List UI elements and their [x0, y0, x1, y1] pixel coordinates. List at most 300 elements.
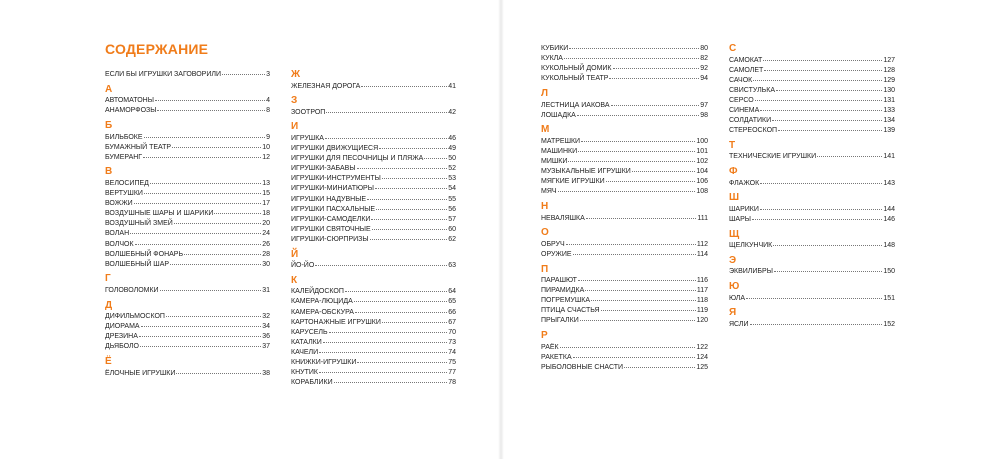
toc-entry[interactable] — [541, 101, 708, 110]
toc-entry-page-number: 36 — [262, 333, 270, 341]
dot-leader — [578, 151, 695, 152]
toc-entry[interactable] — [729, 106, 895, 115]
toc-entry-title: ЛЕСТНИЦА ИАКОВА — [541, 101, 610, 109]
toc-entry-page-number: 20 — [262, 220, 270, 228]
section-letter: И — [291, 121, 299, 133]
toc-entry[interactable] — [105, 179, 270, 188]
toc-entry-page-number: 73 — [448, 338, 456, 346]
toc-entry[interactable] — [105, 250, 270, 259]
dot-leader — [752, 219, 882, 220]
dot-leader — [764, 70, 882, 71]
dot-leader — [323, 342, 447, 343]
toc-entry-page-number: 129 — [883, 76, 895, 84]
dot-leader — [334, 382, 448, 383]
toc-entry-title: НЕВАЛЯШКА — [541, 214, 585, 222]
dot-leader — [144, 193, 261, 194]
dot-leader — [760, 110, 882, 111]
toc-entry-title: АНАМОРФОЗЫ — [105, 107, 157, 115]
toc-entry-title: ЩЕЛКУНЧИК — [729, 242, 773, 250]
section-letter: П — [541, 263, 549, 275]
toc-entry-page-number: 66 — [448, 308, 456, 316]
toc-entry[interactable] — [291, 368, 456, 377]
toc-entry[interactable] — [541, 44, 708, 53]
toc-entry-title: ТЕХНИЧЕСКИЕ ИГРУШКИ — [729, 153, 817, 161]
dot-leader — [135, 244, 262, 245]
toc-entry-title: ШАРИКИ — [729, 205, 759, 213]
toc-entry[interactable] — [105, 153, 270, 162]
toc-entry[interactable] — [541, 316, 708, 325]
toc-entry[interactable] — [105, 369, 270, 378]
toc-entry-page-number: 143 — [883, 179, 895, 187]
toc-entry-page-number: 104 — [696, 168, 708, 176]
toc-entry-page-number: 127 — [883, 56, 895, 64]
toc-entry[interactable] — [105, 96, 270, 105]
section-letter: Л — [541, 88, 549, 99]
dot-leader — [139, 336, 261, 337]
dot-leader — [150, 183, 261, 184]
dot-leader — [760, 209, 882, 210]
toc-entry-title: ДЬЯБОЛО — [105, 343, 139, 351]
toc-entry-page-number: 13 — [262, 179, 270, 187]
toc-entry-page-number: 146 — [883, 215, 895, 223]
dot-leader — [367, 199, 447, 200]
dot-leader — [778, 130, 882, 131]
toc-entry[interactable] — [541, 250, 708, 259]
toc-entry-page-number: 144 — [883, 205, 895, 213]
toc-entry[interactable] — [105, 229, 270, 238]
toc-entry[interactable] — [105, 322, 270, 331]
toc-entry-title: СТЕРЕОСКОП — [729, 127, 778, 135]
toc-entry-page-number: 60 — [448, 225, 456, 233]
toc-entry[interactable] — [291, 358, 456, 367]
dot-leader — [558, 191, 696, 192]
section-letter: Т — [729, 139, 736, 151]
dot-leader — [143, 157, 261, 158]
dot-leader — [372, 229, 448, 230]
dot-leader — [141, 326, 262, 327]
toc-entry[interactable] — [729, 320, 895, 329]
section-letter: Я — [729, 307, 737, 319]
dot-leader — [564, 58, 699, 59]
toc-entry[interactable] — [105, 286, 270, 295]
toc-entry[interactable] — [541, 363, 708, 372]
toc-entry-title: ДРЕЗИНА — [105, 333, 138, 341]
toc-entry[interactable] — [541, 177, 708, 186]
toc-entry[interactable] — [541, 286, 708, 295]
toc-entry[interactable] — [541, 137, 708, 146]
toc-entry[interactable] — [729, 126, 895, 135]
toc-entry[interactable] — [541, 276, 708, 285]
section-letter: Р — [541, 330, 548, 342]
toc-entry[interactable] — [541, 306, 708, 315]
toc-entry[interactable] — [541, 296, 708, 305]
dot-leader — [760, 183, 882, 184]
toc-entry-page-number: 80 — [700, 45, 708, 52]
dot-leader — [586, 218, 697, 219]
section-letter: Ё — [105, 356, 112, 368]
toc-entry-page-number: 134 — [883, 117, 895, 125]
dot-leader — [379, 148, 447, 149]
dot-leader — [357, 362, 447, 363]
toc-entry-title: МИШКИ — [541, 158, 568, 165]
toc-entry-title: КОРАБЛИКИ — [291, 379, 333, 387]
toc-entry[interactable] — [291, 215, 456, 224]
toc-entry[interactable] — [729, 152, 895, 161]
dot-leader — [354, 301, 447, 302]
toc-entry-title: КАЧЕЛИ — [291, 348, 319, 356]
toc-entry[interactable] — [291, 235, 456, 244]
toc-entry[interactable] — [729, 56, 895, 65]
toc-entry-page-number: 28 — [262, 250, 270, 258]
section-letter: Щ — [729, 228, 740, 240]
dot-leader — [355, 312, 447, 313]
toc-entry-page-number: 50 — [448, 155, 456, 163]
toc-entry-title: ДИОРАМА — [105, 323, 140, 331]
toc-entry-page-number: 120 — [696, 317, 708, 325]
section-letter: З — [291, 95, 298, 107]
toc-entry[interactable] — [291, 287, 456, 296]
section-letter: Э — [729, 254, 737, 266]
toc-entry-title: КУКОЛЬНЫЙ ТЕАТР — [541, 75, 609, 83]
dot-leader — [382, 178, 447, 179]
dot-leader — [580, 320, 696, 321]
dot-leader — [319, 352, 447, 353]
toc-entry-title: ИГРУШКИ-ИНСТРУМЕНТЫ — [291, 175, 381, 183]
toc-entry-title: КУБИКИ — [541, 45, 569, 52]
toc-entry-title: КАМЕРА-ОБСКУРА — [291, 308, 354, 316]
toc-entry-page-number: 67 — [448, 318, 456, 326]
toc-entry[interactable] — [291, 205, 456, 214]
toc-entry[interactable] — [541, 240, 708, 249]
toc-entry-page-number: 139 — [883, 127, 895, 135]
toc-entry-page-number: 92 — [700, 65, 708, 73]
toc-entry[interactable] — [291, 164, 456, 173]
toc-entry-page-number: 108 — [696, 188, 708, 196]
toc-entry[interactable] — [729, 215, 895, 224]
toc-entry-page-number: 26 — [262, 240, 270, 248]
toc-entry-title: ИГРУШКИ СВЯТОЧНЫЕ — [291, 225, 371, 233]
dot-leader — [357, 168, 448, 169]
toc-entry[interactable] — [105, 133, 270, 142]
toc-entry-page-number: 55 — [448, 195, 456, 203]
toc-entry-page-number: 54 — [448, 185, 456, 193]
toc-entry-page-number: 56 — [448, 205, 456, 213]
toc-entry[interactable] — [541, 343, 708, 352]
toc-entry[interactable] — [105, 312, 270, 321]
toc-entry[interactable] — [105, 260, 270, 269]
toc-entry[interactable] — [291, 174, 456, 183]
toc-entry[interactable] — [729, 267, 895, 276]
toc-entry-page-number: 102 — [696, 158, 708, 165]
toc-entry[interactable] — [105, 209, 270, 218]
section-letter: Г — [105, 273, 111, 285]
toc-entry-title: ВЕРТУШКИ — [105, 190, 143, 197]
toc-entry-page-number: 24 — [262, 230, 270, 238]
dot-leader — [174, 223, 261, 224]
dot-leader — [222, 74, 265, 75]
toc-entry[interactable] — [105, 143, 270, 152]
section-letter: Ш — [729, 192, 740, 204]
toc-entry[interactable] — [541, 187, 708, 196]
toc-entry[interactable] — [291, 225, 456, 234]
toc-entry-title: БИЛЬБОКЕ — [105, 133, 143, 141]
toc-entry[interactable] — [729, 66, 895, 75]
dot-leader — [376, 209, 447, 210]
toc-entry-title: ВОЖЖИ — [105, 200, 133, 208]
toc-entry-page-number: 122 — [696, 343, 708, 351]
toc-entry-title: ЖЕЛЕЗНАЯ ДОРОГА — [291, 82, 361, 90]
dot-leader — [624, 367, 695, 368]
toc-entry[interactable] — [291, 82, 456, 91]
dot-leader — [140, 346, 261, 347]
toc-entry-page-number: 128 — [883, 66, 895, 74]
toc-entry[interactable] — [105, 199, 270, 208]
toc-entry[interactable] — [541, 214, 708, 223]
dot-leader — [750, 324, 883, 325]
toc-entry-page-number: 37 — [262, 343, 270, 351]
dot-leader — [184, 254, 261, 255]
toc-entry-title: РАКЕТКА — [541, 353, 572, 361]
dot-leader — [753, 80, 882, 81]
dot-leader — [746, 298, 882, 299]
toc-entry-title: МУЗЫКАЛЬНЫЕ ИГРУШКИ — [541, 168, 631, 176]
toc-entry-page-number: 34 — [262, 323, 270, 331]
toc-entry-title: САМОЛЕТ — [729, 66, 764, 74]
dot-leader — [370, 239, 448, 240]
toc-entry[interactable] — [291, 108, 456, 117]
toc-entry-title: ИГРУШКИ-ЗАБАВЫ — [291, 165, 356, 173]
toc-entry[interactable] — [729, 294, 895, 303]
section-letter: С — [729, 43, 737, 54]
toc-entry[interactable] — [105, 240, 270, 249]
dot-leader — [170, 264, 261, 265]
dot-leader — [763, 60, 882, 61]
toc-entry-title: ЁЛОЧНЫЕ ИГРУШКИ — [105, 369, 176, 377]
toc-entry-title: ИГРУШКИ-СЮРПРИЗЫ — [291, 235, 369, 243]
dot-leader — [157, 110, 265, 111]
toc-entry-page-number: 18 — [262, 210, 270, 218]
toc-entry-page-number: 30 — [262, 260, 270, 268]
toc-entry-page-number: 77 — [448, 369, 456, 377]
toc-entry-title: ПРЫГАЛКИ — [541, 317, 579, 325]
toc-entry-title: СОЛДАТИКИ — [729, 117, 772, 125]
dot-leader — [375, 188, 447, 189]
toc-entry-page-number: 151 — [883, 294, 895, 302]
dot-leader — [632, 171, 696, 172]
toc-entry-title: КАЛЕЙДОСКОП — [291, 288, 344, 296]
dot-leader — [166, 316, 261, 317]
toc-entry-page-number: 100 — [696, 137, 708, 145]
toc-entry[interactable] — [105, 332, 270, 341]
toc-entry[interactable] — [291, 378, 456, 387]
dot-leader — [315, 265, 447, 266]
toc-entry[interactable] — [541, 157, 708, 166]
toc-entry-page-number: 42 — [448, 108, 456, 116]
dot-leader — [371, 219, 447, 220]
toc-entry[interactable] — [291, 318, 456, 327]
dot-leader — [130, 233, 261, 234]
toc-entry[interactable] — [729, 179, 895, 188]
toc-entry[interactable] — [541, 111, 708, 120]
toc-entry[interactable] — [541, 54, 708, 63]
toc-entry-title: ИГРУШКА — [291, 134, 324, 142]
toc-entry-page-number: 152 — [883, 320, 895, 328]
toc-entry-page-number: 141 — [883, 153, 895, 161]
toc-entry[interactable] — [541, 167, 708, 176]
book-gutter — [498, 0, 504, 459]
toc-entry-title: КНИЖКИ-ИГРУШКИ — [291, 359, 357, 366]
toc-entry-title: ПИРАМИДКА — [541, 287, 585, 295]
toc-entry-title: ЭКВИЛИБРЫ — [729, 268, 773, 276]
toc-entry-page-number: 41 — [448, 82, 456, 90]
section-letter: Б — [105, 120, 113, 131]
toc-entry-title: ДИФИЛЬМОСКОП — [105, 313, 165, 321]
toc-entry-title: ЯСЛИ — [729, 320, 749, 328]
toc-entry-title: ВОЗДУШНЫЕ ШАРЫ И ШАРИКИ — [105, 210, 214, 218]
toc-entry-title: СВИСТУЛЬКА — [729, 86, 776, 94]
toc-entry-title: ВОЛШЕБНЫЙ ШАР — [105, 260, 170, 268]
dot-leader — [772, 120, 882, 121]
toc-entry-title: КУКЛА — [541, 55, 563, 63]
toc-entry[interactable] — [729, 205, 895, 214]
dot-leader — [325, 138, 447, 139]
toc-entry-title: КАМЕРА-ЛЮЦИДА — [291, 298, 353, 306]
toc-entry[interactable] — [291, 195, 456, 204]
toc-entry[interactable] — [291, 261, 456, 270]
dot-leader — [319, 372, 447, 373]
toc-entry[interactable] — [729, 86, 895, 95]
section-letter: В — [105, 166, 113, 178]
dot-leader — [329, 332, 448, 333]
toc-entry-page-number: 124 — [696, 353, 708, 361]
toc-entry-page-number: 74 — [448, 348, 456, 356]
toc-entry[interactable] — [291, 328, 456, 337]
toc-entry-title: КАРУСЕЛЬ — [291, 328, 328, 336]
dot-leader — [774, 271, 882, 272]
toc-entry-title: ИГРУШКИ ДВИЖУЩИЕСЯ — [291, 145, 379, 152]
toc-entry-page-number: 9 — [266, 133, 270, 141]
toc-entry-title: ЮЛА — [729, 294, 746, 302]
toc-entry-page-number: 119 — [696, 307, 708, 315]
toc-entry-title: ЗООТРОП — [291, 108, 326, 116]
toc-entry-page-number: 114 — [696, 250, 708, 258]
section-letter: Й — [291, 248, 299, 260]
section-letter: А — [105, 83, 113, 95]
toc-entry[interactable] — [541, 147, 708, 156]
toc-entry[interactable] — [729, 241, 895, 250]
dot-leader — [601, 310, 696, 311]
toc-entry-page-number: 117 — [696, 287, 708, 295]
toc-entry-page-number: 38 — [262, 369, 270, 377]
toc-entry-page-number: 57 — [448, 215, 456, 223]
toc-entry-title: ПТИЦА СЧАСТЬЯ — [541, 307, 600, 315]
dot-leader — [577, 115, 699, 116]
toc-entry-title: АВТОМАТОНЫ — [105, 97, 154, 105]
toc-entry[interactable] — [291, 338, 456, 347]
toc-entry-page-number: 133 — [883, 107, 895, 114]
toc-entry[interactable] — [541, 64, 708, 73]
toc-entry[interactable] — [105, 342, 270, 351]
toc-entry-page-number: 130 — [883, 86, 895, 94]
toc-entry[interactable] — [729, 116, 895, 125]
toc-entry-page-number: 62 — [448, 235, 456, 243]
section-letter: О — [541, 227, 549, 239]
toc-entry-title: ИГРУШКИ ПАСХАЛЬНЫЕ — [291, 205, 376, 213]
toc-entry[interactable] — [105, 219, 270, 228]
toc-entry[interactable] — [729, 96, 895, 105]
toc-entry-page-number: 78 — [448, 379, 456, 387]
dot-leader — [361, 86, 447, 87]
toc-entry-title: ЙО-ЙО — [291, 262, 315, 270]
toc-entry-title: ВЕЛОСИПЕД — [105, 179, 149, 187]
dot-leader — [591, 300, 696, 301]
toc-entry-page-number: 70 — [448, 328, 456, 336]
toc-entry-page-number: 75 — [448, 359, 456, 366]
toc-entry-title: БУМЕРАНГ — [105, 153, 143, 161]
section-letter: Н — [541, 201, 549, 212]
toc-entry-title: МЯГКИЕ ИГРУШКИ — [541, 178, 605, 186]
toc-entry-title: ИГРУШКИ ДЛЯ ПЕСОЧНИЦЫ И ПЛЯЖА — [291, 155, 424, 163]
section-letter: Ж — [291, 69, 301, 80]
toc-entry[interactable] — [105, 189, 270, 198]
toc-entry[interactable] — [291, 297, 456, 306]
toc-entry-title: ШАРЫ — [729, 215, 751, 223]
toc-entry[interactable] — [291, 154, 456, 163]
toc-entry-title: ВОЗДУШНЫЙ ЗМЕЙ — [105, 220, 173, 228]
toc-entry-title: ЕСЛИ БЫ ИГРУШКИ ЗАГОВОРИЛИ — [105, 71, 221, 78]
toc-entry[interactable] — [105, 70, 270, 79]
toc-entry-page-number: 118 — [696, 297, 708, 305]
dot-leader — [144, 137, 266, 138]
toc-entry[interactable] — [291, 134, 456, 143]
toc-entry-title: МАТРЕШКИ — [541, 137, 581, 145]
toc-entry-title: САЧОК — [729, 76, 753, 84]
toc-entry-page-number: 94 — [700, 75, 708, 83]
toc-entry-title: ВОЛЧОК — [105, 240, 134, 248]
section-letter: Ф — [729, 166, 738, 178]
toc-entry-title: КНУТИК — [291, 369, 318, 377]
toc-entry-title: МЯЧ — [541, 188, 557, 196]
toc-entry[interactable] — [105, 106, 270, 115]
toc-entry-title: ГОЛОВОЛОМКИ — [105, 286, 159, 294]
toc-entry-page-number: 116 — [696, 277, 708, 284]
toc-entry[interactable] — [541, 74, 708, 83]
section-letter: Д — [105, 299, 113, 311]
toc-entry[interactable] — [729, 76, 895, 85]
toc-entry-page-number: 53 — [448, 175, 456, 183]
toc-entry-page-number: 32 — [262, 313, 270, 321]
dot-leader — [817, 156, 882, 157]
toc-entry-title: БУМАЖНЫЙ ТЕАТР — [105, 143, 172, 151]
toc-entry-title: СИНЕМА — [729, 107, 760, 114]
toc-entry-page-number: 52 — [448, 165, 456, 173]
dot-leader — [345, 291, 447, 292]
toc-entry[interactable] — [291, 144, 456, 153]
toc-entry-title: РЫБОЛОВНЫЕ СНАСТИ — [541, 363, 624, 371]
toc-entry-page-number: 98 — [700, 111, 708, 119]
toc-entry[interactable] — [291, 184, 456, 193]
toc-entry[interactable] — [291, 308, 456, 317]
toc-entry-page-number: 31 — [262, 286, 270, 294]
toc-entry-title: МАШИНКИ — [541, 147, 578, 155]
toc-entry-title: ФЛАЖОК — [729, 179, 760, 187]
toc-entry[interactable] — [541, 353, 708, 362]
toc-entry[interactable] — [291, 348, 456, 357]
dot-leader — [611, 105, 700, 106]
toc-entry-page-number: 12 — [262, 153, 270, 161]
toc-entry-title: КАТАЛКИ — [291, 338, 322, 346]
dot-leader — [573, 254, 696, 255]
